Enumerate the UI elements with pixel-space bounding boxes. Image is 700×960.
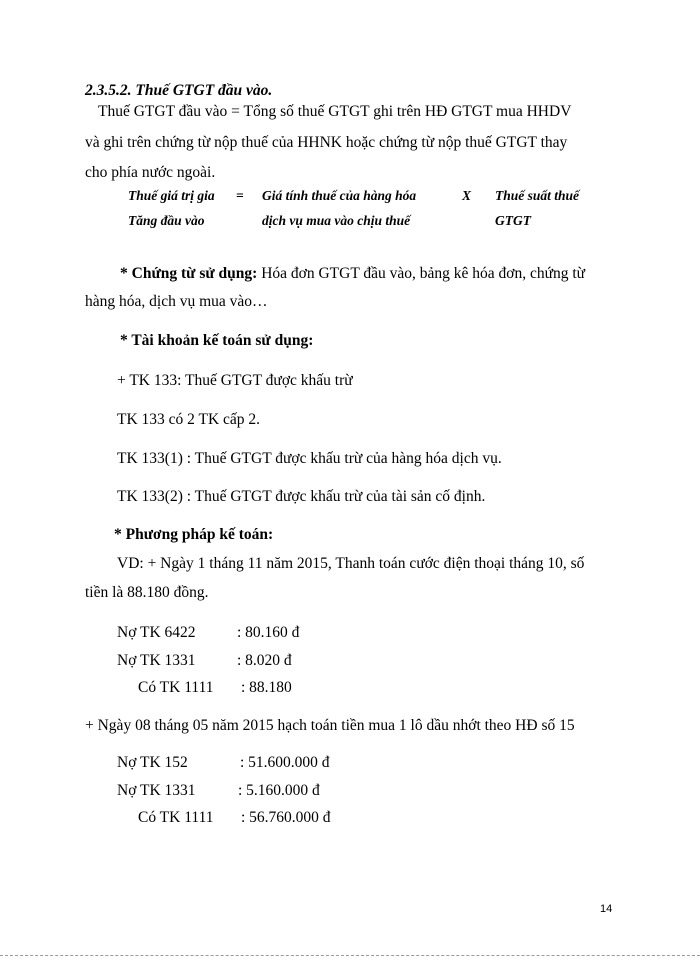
account-item-tk133: + TK 133: Thuế GTGT được khấu trừ bbox=[117, 372, 353, 389]
method-label: * Phương pháp kế toán: bbox=[114, 526, 274, 543]
entry-6-amount: : 56.760.000 đ bbox=[241, 809, 331, 826]
documents-used-label: * Chứng từ sử dụng: bbox=[120, 265, 258, 282]
documents-used-line-2: hàng hóa, dịch vụ mua vào… bbox=[85, 293, 268, 310]
documents-used-line-1 bbox=[120, 264, 585, 284]
formula-equals: = bbox=[236, 188, 244, 203]
example-1-line-1: VD: + Ngày 1 tháng 11 năm 2015, Thanh toán cước điện thoại tháng 10, số bbox=[117, 555, 585, 572]
formula-lhs-line-1: Thuế giá trị gia bbox=[128, 188, 215, 203]
entry-1-account: Nợ TK 6422 bbox=[117, 624, 196, 641]
entry-1-amount: : 80.160 đ bbox=[237, 624, 300, 641]
entry-5-amount: : 5.160.000 đ bbox=[238, 782, 320, 799]
example-1-line-2: tiền là 88.180 đồng. bbox=[85, 584, 209, 601]
entry-2-amount: : 8.020 đ bbox=[237, 652, 292, 669]
accounts-label: * Tài khoản kế toán sử dụng: bbox=[120, 332, 314, 349]
entry-2-account: Nợ TK 1331 bbox=[117, 652, 196, 669]
example-2-line: + Ngày 08 tháng 05 năm 2015 hạch toán tiền mua 1 lô dầu nhớt theo HĐ số 15 bbox=[85, 717, 575, 734]
account-item-tk1332: TK 133(2) : Thuế GTGT được khấu trừ của tài sản cố định. bbox=[117, 488, 486, 505]
definition-line-2: và ghi trên chứng từ nộp thuế của HHNK hoặc chứng từ nộp thuế GTGT thay bbox=[85, 134, 568, 151]
page-bottom-divider bbox=[0, 955, 700, 956]
formula-rate-line-2: GTGT bbox=[495, 213, 531, 228]
entry-6-account: Có TK 1111 bbox=[138, 809, 214, 826]
definition-line-1: Thuế GTGT đầu vào = Tổng số thuế GTGT ghi trên HĐ GTGT mua HHDV bbox=[98, 103, 572, 120]
page-number: 14 bbox=[600, 903, 613, 915]
formula-times: X bbox=[462, 188, 472, 203]
entry-4-account: Nợ TK 152 bbox=[117, 754, 188, 771]
section-heading: 2.3.5.2. Thuế GTGT đầu vào. bbox=[85, 82, 273, 99]
entry-3-amount: : 88.180 bbox=[241, 679, 292, 696]
formula-base-line-2: dịch vụ mua vào chịu thuế bbox=[262, 213, 411, 228]
entry-3-account: Có TK 1111 bbox=[138, 679, 214, 696]
account-item-tk133-sub: TK 133 có 2 TK cấp 2. bbox=[117, 411, 261, 428]
account-item-tk1331: TK 133(1) : Thuế GTGT được khấu trừ của hàng hóa dịch vụ. bbox=[117, 450, 502, 467]
documents-used-text: Hóa đơn GTGT đầu vào, bảng kê hóa đơn, chứng từ bbox=[257, 265, 586, 282]
formula-rate-line-1: Thuế suất thuế bbox=[495, 188, 580, 203]
formula-lhs-line-2: Tăng đầu vào bbox=[128, 213, 205, 228]
formula-base-line-1: Giá tính thuế của hàng hóa bbox=[262, 188, 417, 203]
entry-5-account: Nợ TK 1331 bbox=[117, 782, 196, 799]
entry-4-amount: : 51.600.000 đ bbox=[240, 754, 330, 771]
definition-line-3: cho phía nước ngoài. bbox=[85, 164, 216, 181]
